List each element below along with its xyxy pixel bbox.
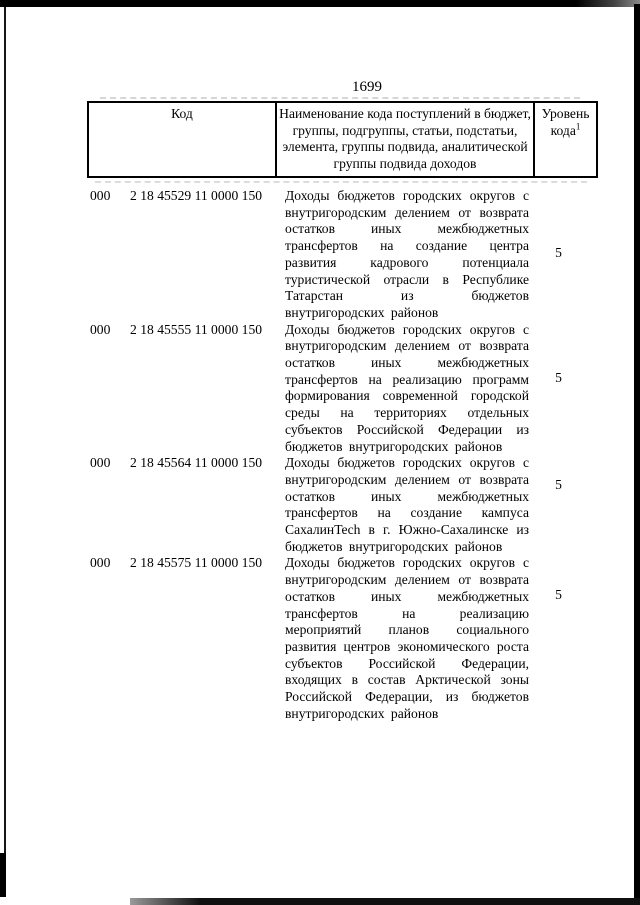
table-row xyxy=(90,322,598,456)
row-code-admin: 000 xyxy=(90,188,111,203)
page-number: 1699 xyxy=(352,79,382,95)
table-row xyxy=(90,188,598,322)
header-level-line2: кода xyxy=(550,122,576,138)
header-code-column: Код xyxy=(89,103,277,176)
page-border-left-thick xyxy=(0,853,6,897)
row-level-value: 5 xyxy=(555,369,562,385)
row-level-value: 5 xyxy=(555,477,562,493)
row-code-cell xyxy=(90,455,285,555)
row-level-cell xyxy=(529,322,598,456)
row-level-cell xyxy=(529,188,598,322)
table-row xyxy=(90,455,598,555)
table-header xyxy=(87,101,598,178)
row-code-main: 2 18 45575 11 0000 150 xyxy=(130,555,263,571)
scan-artifact-line xyxy=(95,181,587,183)
row-name-cell: Доходы бюджетов городских округов с внутригородским делением от возврата остатков иных межбюджетных трансфертов на реализацию мероприятий планов социального развития центров экономического роста субъектов Российской Федерации, входящих в состав Арктической зоны Российской Федерации, из бюджетов внутригородских районов xyxy=(285,555,529,721)
row-level-cell xyxy=(529,555,598,722)
row-code-admin: 000 xyxy=(90,555,111,571)
header-name-column: Наименование кода поступлений в бюджет, группы, подгруппы, статьи, подстатьи, элемента, группы подвида, аналитической группы подвида доходов xyxy=(277,103,535,176)
row-name-cell: Доходы бюджетов городских округов с внутригородским делением от возврата остатков иных межбюджетных трансфертов на создание центра развития кадрового потенциала туристической отрасли в Республике Татарстан из бюджетов внутригородских районов xyxy=(285,188,529,320)
row-level-value: 5 xyxy=(555,245,562,260)
row-code-main: 2 18 45529 11 0000 150 xyxy=(130,188,263,203)
row-code-cell xyxy=(90,322,285,456)
scan-artifact-line xyxy=(100,97,580,99)
row-code-admin: 000 xyxy=(90,455,111,471)
row-code-cell xyxy=(90,555,285,722)
page-border-top xyxy=(0,0,640,7)
row-name-cell: Доходы бюджетов городских округов с внутригородским делением от возврата остатков иных межбюджетных трансфертов на создание кампуса СахалинTech в г. Южно-Сахалинске из бюджетов внутригородских районов xyxy=(285,455,529,554)
row-code-main: 2 18 45555 11 0000 150 xyxy=(130,321,263,337)
page-border-bottom xyxy=(130,898,640,905)
table-body xyxy=(90,188,598,723)
header-level-line1: Уровень xyxy=(541,106,590,121)
header-level-column xyxy=(535,103,596,176)
table-row xyxy=(90,555,598,722)
row-level-value: 5 xyxy=(555,587,562,603)
row-level-cell xyxy=(529,455,598,555)
footnote-ref: 1 xyxy=(575,121,581,132)
row-name-cell: Доходы бюджетов городских округов с внутригородским делением от возврата остатков иных межбюджетных трансфертов на реализацию программ формирования современной городской среды на территориях отдельных субъектов Российской Федерации из бюджетов внутригородских районов xyxy=(285,321,529,454)
row-code-main: 2 18 45564 11 0000 150 xyxy=(130,455,263,471)
row-code-cell xyxy=(90,188,285,322)
row-code-admin: 000 xyxy=(90,321,111,337)
page-border-left xyxy=(4,7,6,853)
page-border-right xyxy=(634,4,640,905)
